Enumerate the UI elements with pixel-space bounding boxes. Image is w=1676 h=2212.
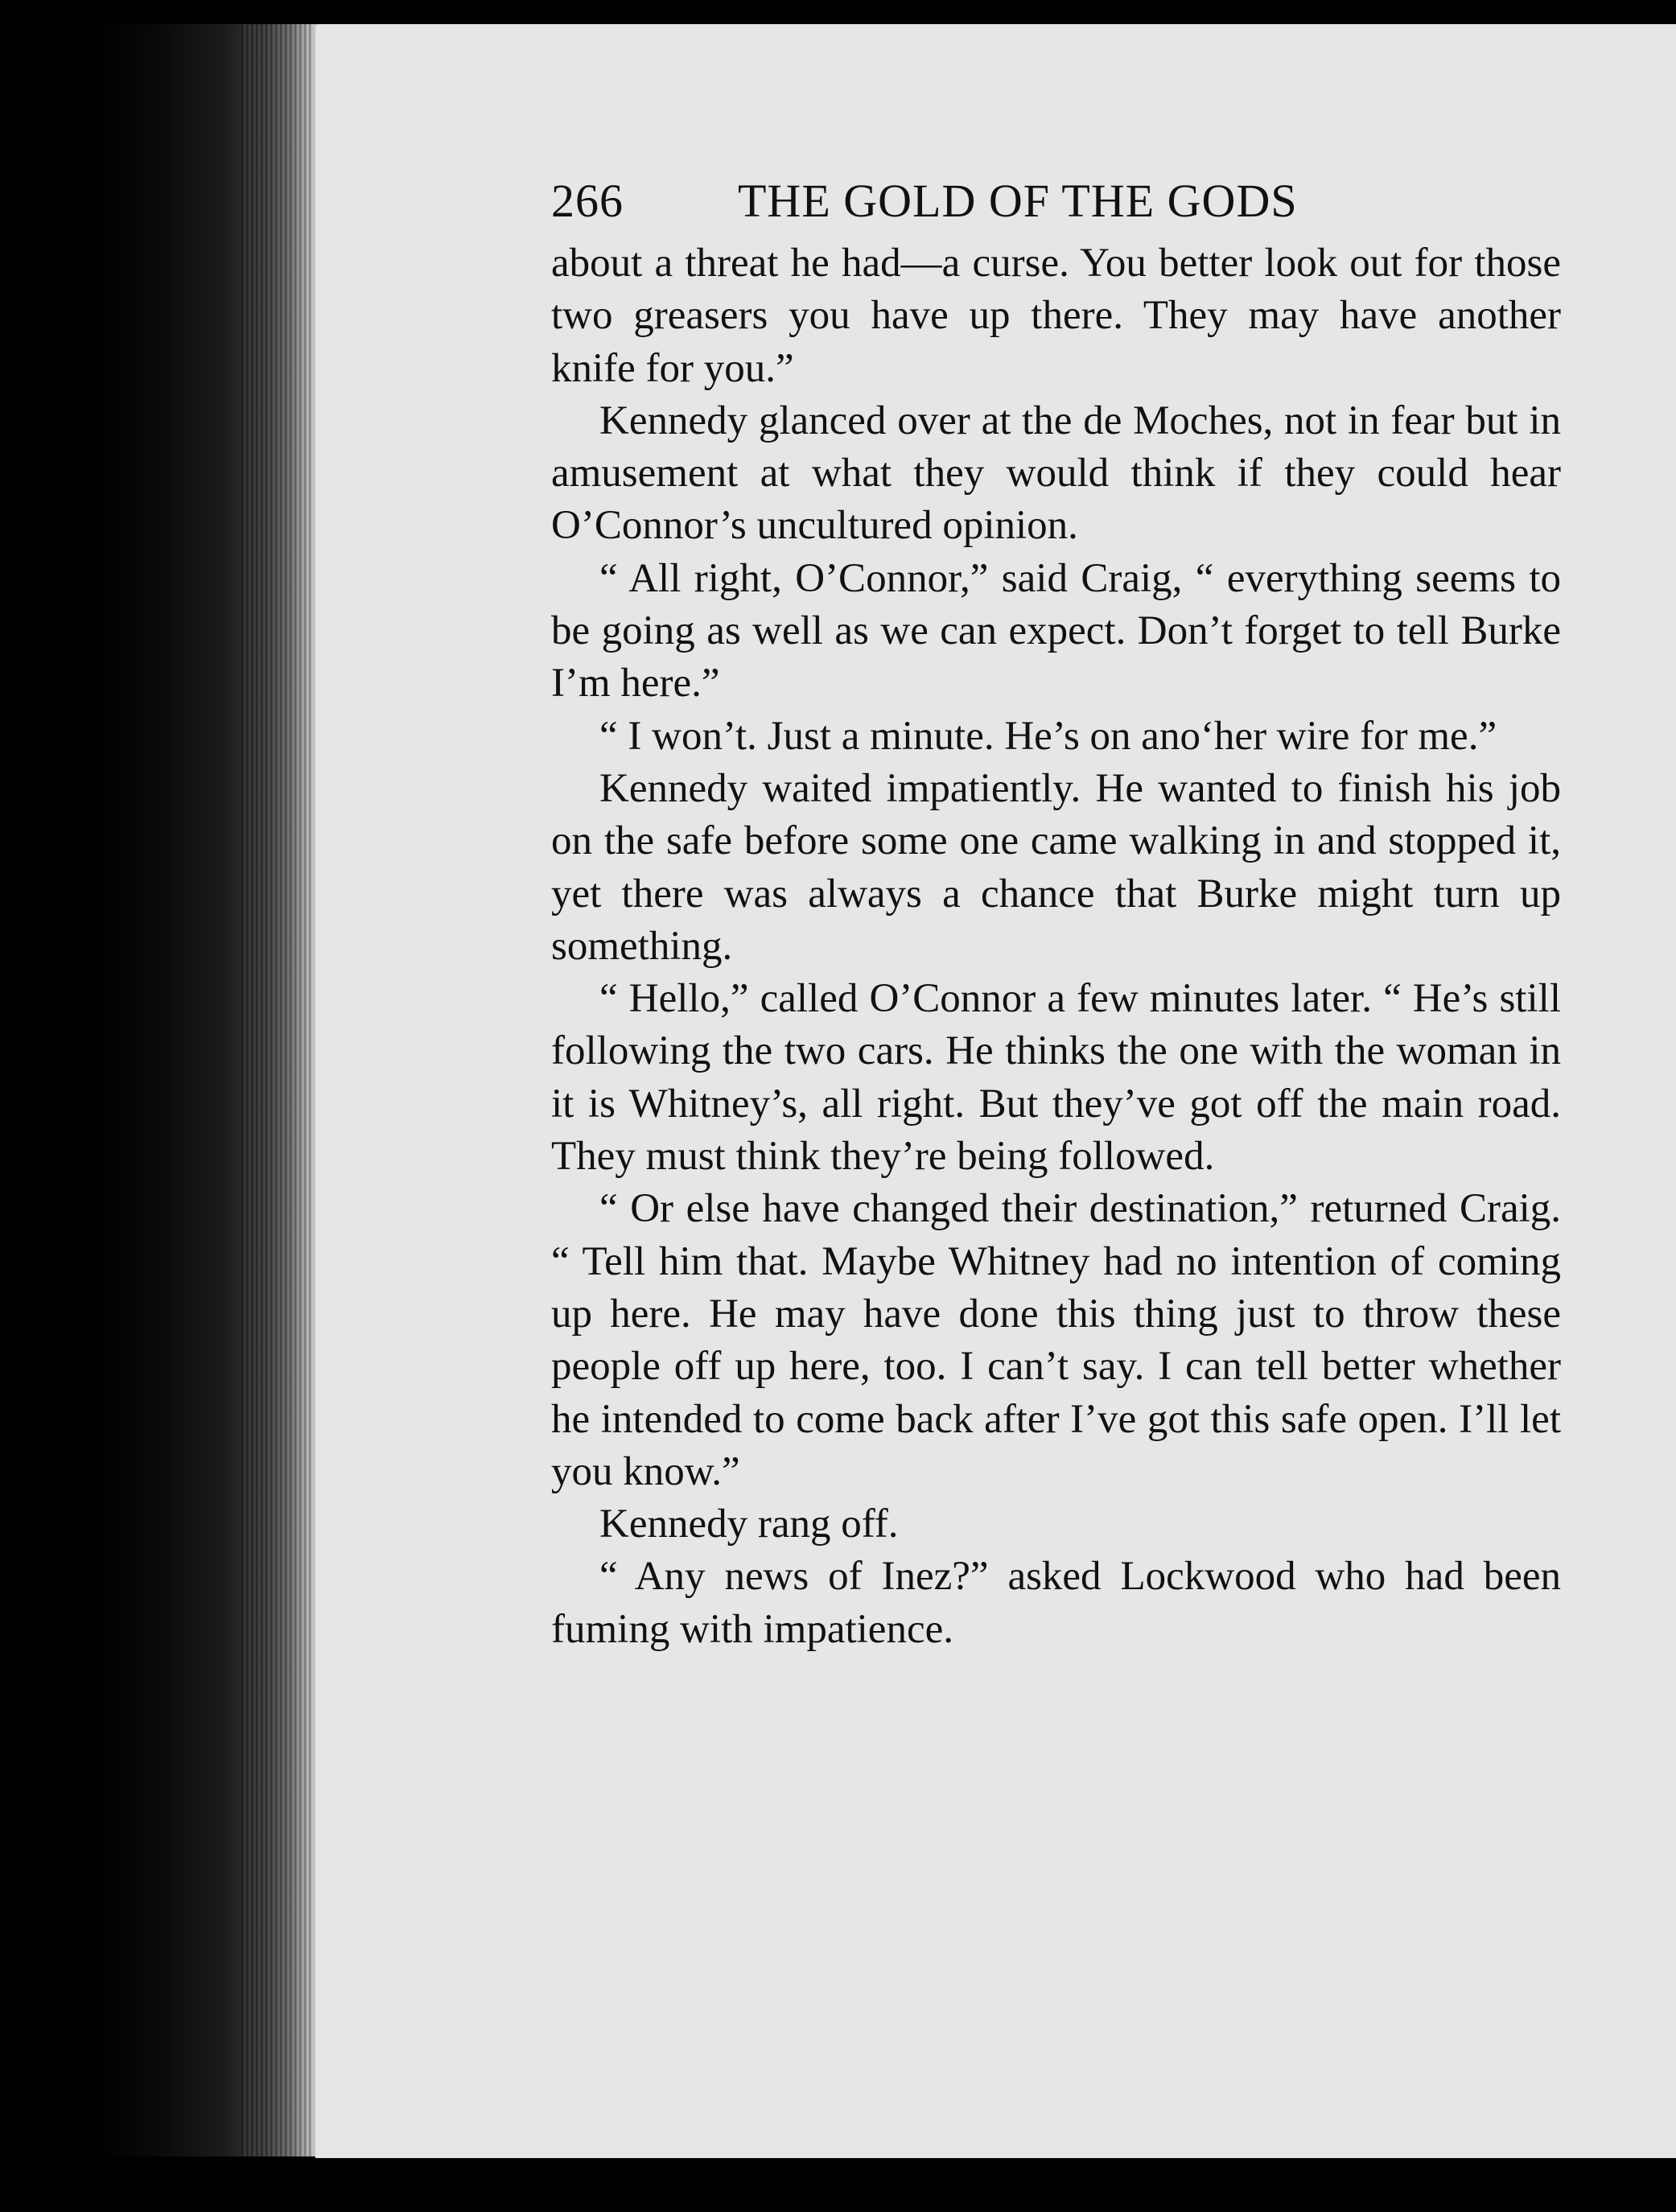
paragraph: “ Any news of Inez?” asked Lockwood who had been fuming with impatience. [551, 1554, 1561, 1652]
running-title: THE GOLD OF THE GODS [738, 175, 1298, 227]
paragraph: Kennedy rang off. [599, 1501, 899, 1547]
paragraph: Kennedy waited impatiently. He wanted to finish his job on the safe before some one came walking in and stopped it, yet there was always a chance that Burke might turn up something. [551, 765, 1561, 969]
paragraph: Kennedy glanced over at the de Moches, not in fear but in amusement at what they would think if they could hear O’Connor’s uncultured opinion. [551, 398, 1561, 549]
paragraph: about a threat he had—a curse. You better look out for those two greasers you have up there. They may have another knife for you.” [551, 241, 1561, 391]
paragraph: “ I won’t. Just a minute. He’s on ano‘her wire for me.” [599, 713, 1497, 759]
paragraph: “ Or else have changed their destination,” returned Craig. “ Tell him that. Maybe Whitney had no intention of coming up here. He may have done this thing just to throw these people off up here, too. I can’t say. I can tell better whether he intended to come back after I’ve got this safe open. I’ll let you know.” [551, 1186, 1561, 1494]
paragraph: “ Hello,” called O’Connor a few minutes later. “ He’s still following the two cars. He thinks the one with the woman in it is Whitney’s, all right. But they’ve got off the main road. They must think they’re being followed. [551, 976, 1561, 1180]
text-block [551, 165, 1561, 1656]
page-header [551, 165, 1561, 237]
paragraph: “ All right, O’Connor,” said Craig, “ everything seems to be going as well as we can expect. Don’t forget to tell Burke I’m here.” [551, 555, 1561, 706]
page-edges [241, 24, 314, 2156]
page-number: 266 [551, 175, 624, 227]
body-text [551, 237, 1561, 1656]
